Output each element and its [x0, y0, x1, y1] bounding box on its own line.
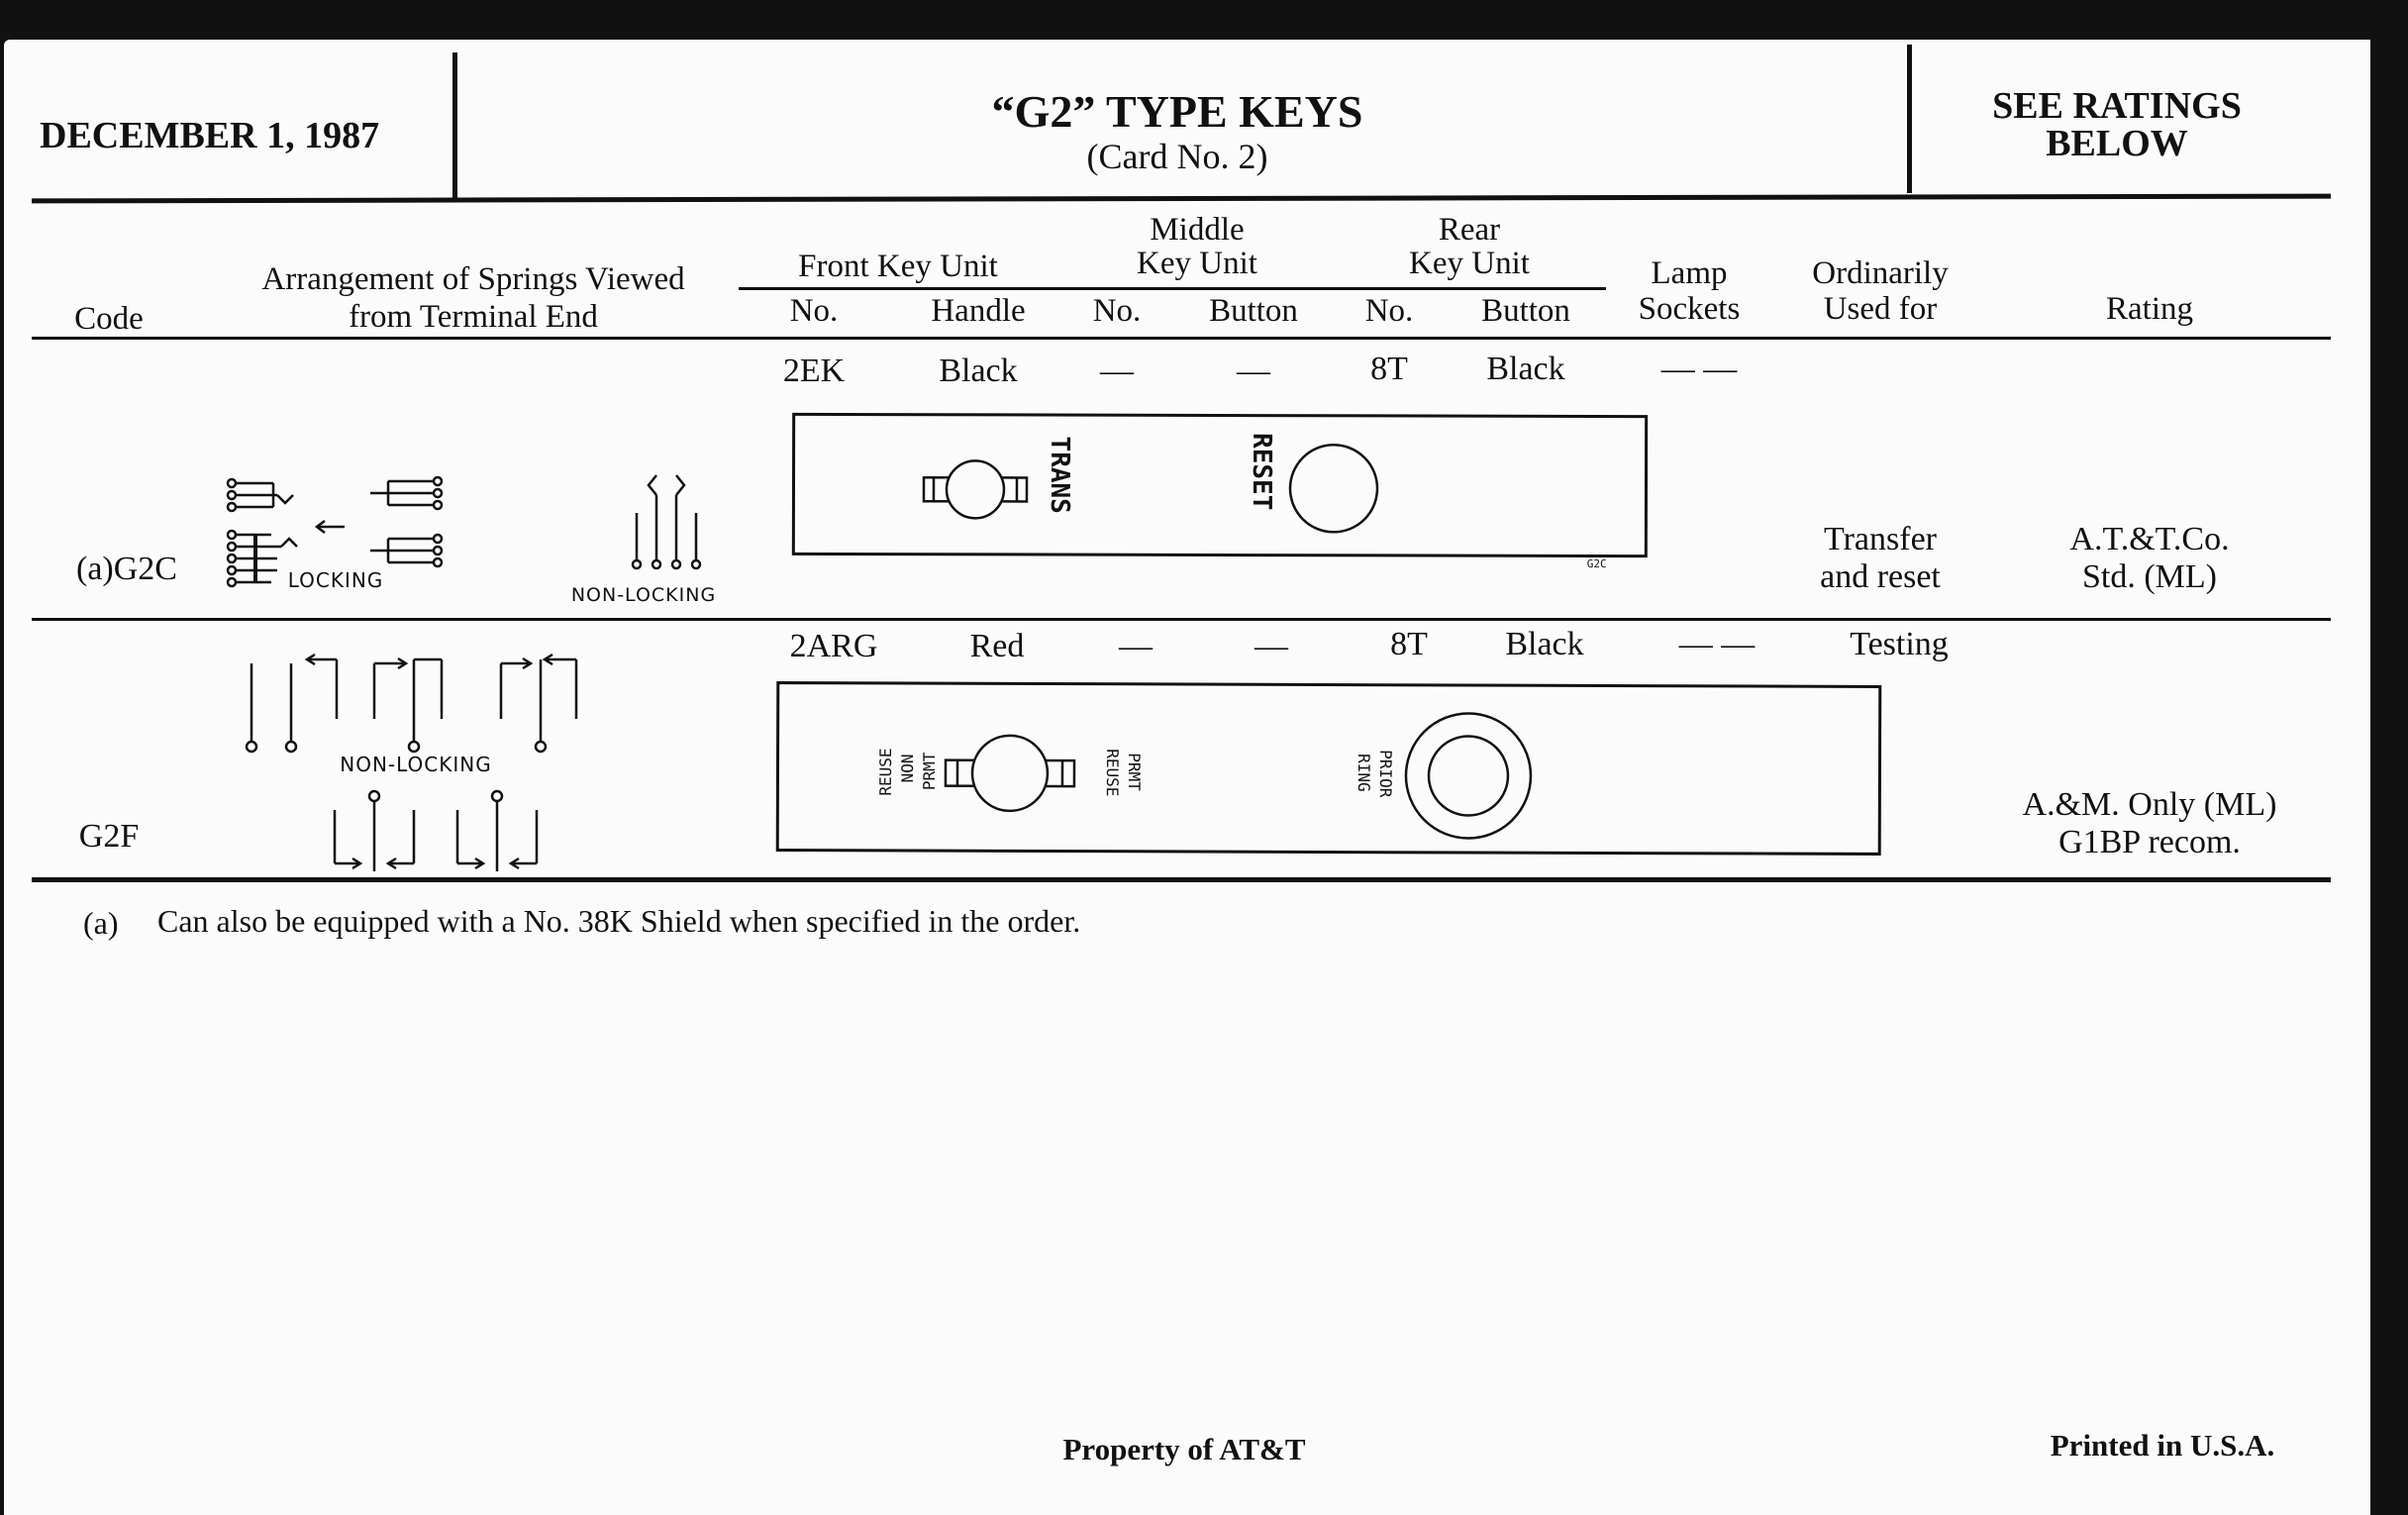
col-rear-button: Button [1481, 293, 1570, 329]
row1-front-handle: Black [939, 353, 1018, 389]
col-code: Code [74, 301, 144, 337]
card-title: “G2” TYPE KEYS [991, 86, 1363, 137]
col-lamp-line2: Sockets [1638, 291, 1741, 327]
row2-nonlocking-springs-top-diagram [232, 654, 598, 762]
footnote-marker: (a) [83, 905, 119, 941]
row2-nonlocking-label: NON-LOCKING [340, 753, 492, 776]
header-divider-left [452, 52, 457, 201]
col-arrangement-line2: from Terminal End [349, 299, 598, 335]
footer-printed: Printed in U.S.A. [2050, 1428, 2275, 1463]
row1-handle-icon [922, 455, 1031, 525]
row2-plate-label-reuse-right: REUSE [1102, 749, 1123, 797]
row2-middle-no: — [1119, 628, 1153, 664]
col-front-no: No. [789, 293, 839, 329]
col-middle-line1: Middle [1150, 212, 1245, 248]
col-arrangement-line1: Arrangement of Springs Viewed [261, 261, 685, 297]
col-rear-no: No. [1364, 293, 1414, 329]
table-bottom-rule [32, 877, 2331, 882]
row1-code: (a)G2C [76, 551, 177, 587]
row2-rear-button: Black [1505, 626, 1584, 662]
row2-key-plate [776, 681, 1882, 856]
row2-used-line1: Testing [1850, 626, 1949, 662]
col-middle-line2: Key Unit [1137, 246, 1257, 281]
ratings-note-line1: SEE RATINGS [1992, 85, 2242, 127]
row2-lamp: — — [1678, 626, 1756, 662]
row2-rating-line2: G1BP recom. [2058, 824, 2241, 860]
col-front-key-unit: Front Key Unit [798, 249, 998, 284]
row2-plate-label-prior: PRIOR [1375, 750, 1396, 798]
subheader-rule [739, 287, 1606, 290]
row1-plate-label-trans: TRANS [1044, 436, 1075, 514]
row1-nonlocking-springs-diagram [613, 471, 702, 580]
col-lamp-line1: Lamp [1651, 255, 1728, 291]
row2-rear-no: 8T [1390, 626, 1428, 662]
col-rear-line2: Key Unit [1409, 246, 1530, 281]
col-front-handle: Handle [931, 293, 1026, 329]
col-middle-no: No. [1092, 293, 1142, 329]
row1-front-no: 2EK [782, 353, 846, 389]
ratings-note-line2: BELOW [2046, 123, 2188, 164]
heading-rule [32, 337, 2331, 340]
col-rear-line1: Rear [1438, 212, 1501, 248]
row1-rear-button: Black [1486, 351, 1565, 387]
card-date: DECEMBER 1, 1987 [40, 115, 380, 156]
row2-rating-line1: A.&M. Only (ML) [2022, 786, 2277, 823]
footnote-text: Can also be equipped with a No. 38K Shield when specified in the order. [157, 903, 1081, 939]
footer-property: Property of AT&T [1062, 1432, 1306, 1466]
row2-plate-label-non: NON [897, 754, 918, 783]
row1-rear-no: 8T [1370, 351, 1408, 387]
row2-front-handle: Red [969, 628, 1025, 664]
row2-front-no: 2ARG [789, 628, 878, 664]
row1-rating-line2: Std. (ML) [2082, 558, 2217, 595]
col-used-line1: Ordinarily [1812, 255, 1949, 291]
card-subtitle: (Card No. 2) [1086, 137, 1268, 176]
row1-locking-label: LOCKING [287, 568, 384, 592]
row2-code: G2F [78, 818, 140, 855]
row1-reset-button-icon [1286, 441, 1381, 536]
key-card [4, 40, 2370, 1515]
row1-lamp: — — [1660, 351, 1738, 387]
row1-key-plate [792, 413, 1648, 571]
row1-nonlocking-label: NON-LOCKING [570, 584, 717, 606]
row2-middle-button: — [1254, 628, 1288, 664]
col-used-line2: Used for [1823, 291, 1938, 327]
row1-plate-label-reset: RESET [1246, 433, 1277, 511]
row1-middle-button: — [1237, 353, 1270, 389]
row1-used-line2: and reset [1820, 558, 1941, 595]
row2-plate-label-prmt-left: PRMT [919, 752, 940, 791]
row2-plate-label-reuse-left: REUSE [875, 748, 896, 796]
row2-ring-button-icon [1401, 708, 1536, 843]
row1-plate-code: G2C [1586, 556, 1607, 571]
row2-plate-label-ring: RING [1354, 754, 1374, 792]
header-divider-right [1907, 45, 1912, 193]
row1-used-line1: Transfer [1824, 521, 1937, 557]
row1-middle-no: — [1100, 353, 1134, 389]
row2-handle-icon [944, 731, 1078, 816]
row1-rating-line1: A.T.&T.Co. [2069, 521, 2230, 557]
col-middle-button: Button [1209, 293, 1298, 329]
row2-plate-label-prmt-right: PRMT [1124, 753, 1145, 791]
header-rule [32, 194, 2331, 204]
row-divider [32, 618, 2331, 621]
col-rating: Rating [2106, 291, 2193, 327]
row2-nonlocking-springs-bottom-diagram [321, 784, 558, 883]
